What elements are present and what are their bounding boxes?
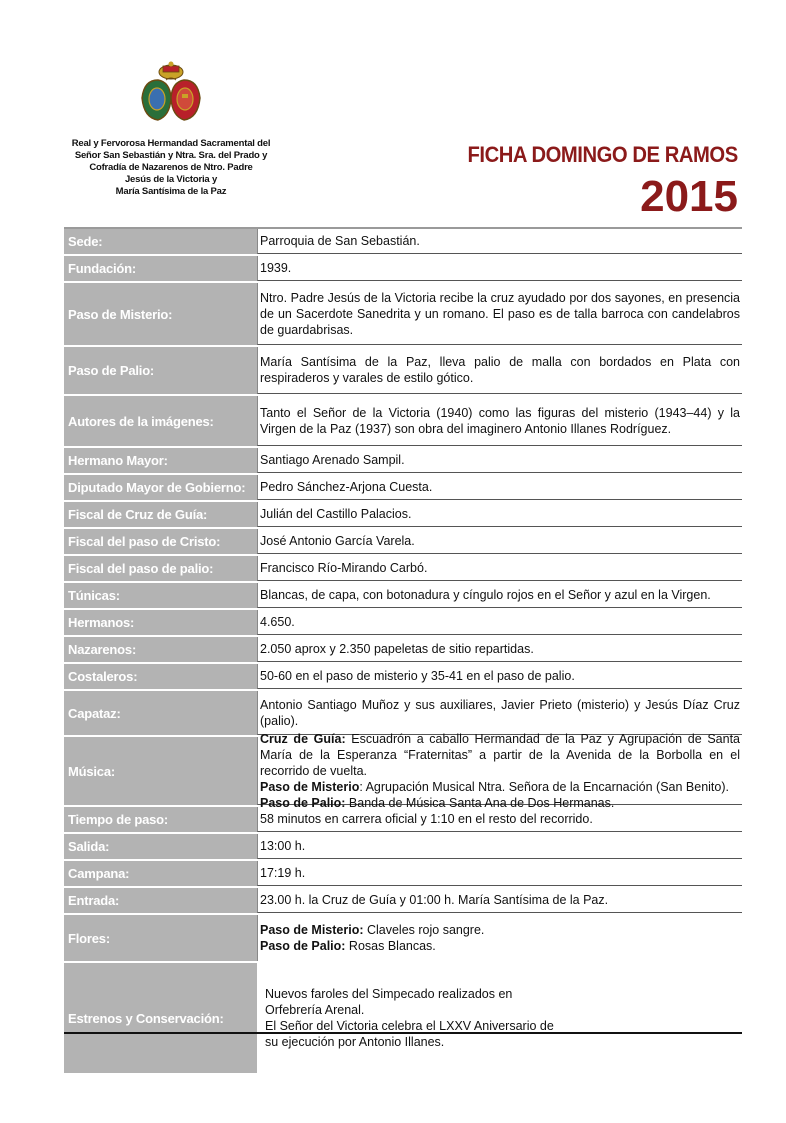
row-value bbox=[257, 963, 742, 1073]
row-value: Parroquia de San Sebastián. bbox=[257, 229, 742, 254]
brotherhood-line: Jesús de la Victoria y bbox=[124, 174, 218, 185]
row-label: Autores de la imágenes: bbox=[64, 396, 257, 446]
row-value: 1939. bbox=[257, 256, 742, 281]
row-campana bbox=[64, 861, 742, 888]
row-paso-misterio bbox=[64, 283, 742, 347]
row-flores bbox=[64, 915, 742, 963]
row-label: Costaleros: bbox=[64, 664, 257, 689]
flores-palio bbox=[260, 938, 740, 954]
row-label: Fiscal de Cruz de Guía: bbox=[64, 502, 257, 527]
row-label: Túnicas: bbox=[64, 583, 257, 608]
row-label: Diputado Mayor de Gobierno: bbox=[64, 475, 257, 500]
musica-palio-title: Paso de Palio: bbox=[260, 795, 346, 810]
row-value: 2.050 aprox y 2.350 papeletas de sitio repartidas. bbox=[257, 637, 742, 662]
row-label: Paso de Misterio: bbox=[64, 283, 257, 345]
row-estrenos bbox=[64, 963, 742, 1075]
row-value: 4.650. bbox=[257, 610, 742, 635]
row-label: Nazarenos: bbox=[64, 637, 257, 662]
row-value: Julián del Castillo Palacios. bbox=[257, 502, 742, 527]
row-fiscal-palio bbox=[64, 556, 742, 583]
row-hermano-mayor bbox=[64, 448, 742, 475]
row-label: Hermanos: bbox=[64, 610, 257, 635]
musica-cruz-title: Cruz de Guía: bbox=[260, 731, 346, 746]
row-value: 50-60 en el paso de misterio y 35-41 en el paso de palio. bbox=[257, 664, 742, 689]
row-value bbox=[257, 731, 742, 810]
row-sede bbox=[64, 229, 742, 256]
row-musica bbox=[64, 731, 742, 810]
row-label: Fiscal del paso de palio: bbox=[64, 556, 257, 581]
row-diputado bbox=[64, 475, 742, 502]
sheet-bottom-rule bbox=[64, 1032, 742, 1034]
row-value: 13:00 h. bbox=[257, 834, 742, 859]
musica-cruz-guia bbox=[260, 731, 740, 779]
estrenos-line: Nuevos faroles del Simpecado realizados en bbox=[265, 987, 513, 1001]
row-label: Sede: bbox=[64, 229, 257, 254]
document-title: FICHA DOMINGO DE RAMOS bbox=[467, 142, 738, 167]
row-value: 17:19 h. bbox=[257, 861, 742, 886]
brotherhood-line: María Santísima de la Paz bbox=[115, 186, 227, 197]
flores-palio-text: Rosas Blancas. bbox=[345, 939, 436, 953]
brotherhood-line: Señor San Sebastián y Ntra. Sra. del Prado y bbox=[74, 150, 268, 161]
row-hermanos bbox=[64, 610, 742, 637]
row-value: Santiago Arenado Sampil. bbox=[257, 448, 742, 473]
row-tiempo-paso bbox=[64, 807, 742, 834]
musica-cruz-text: Escuadrón a caballo Hermandad de la Paz y Agrupación de Santa María de la Esperanza “Fraternitas” a partir de la Avenida de la Borbolla en el recorrido de vuelta. bbox=[260, 731, 740, 778]
row-value: Francisco Río-Mirando Carbó. bbox=[257, 556, 742, 581]
row-label: Capataz: bbox=[64, 691, 257, 735]
row-label: Tiempo de paso: bbox=[64, 807, 257, 832]
row-fiscal-cristo bbox=[64, 529, 742, 556]
row-value: Blancas, de capa, con botonadura y cíngulo rojos en el Señor y azul en la Virgen. bbox=[257, 583, 742, 608]
row-label: Fundación: bbox=[64, 256, 257, 281]
info-sheet bbox=[64, 227, 742, 1075]
row-label: Flores: bbox=[64, 915, 257, 961]
row-value: 58 minutos en carrera oficial y 1:10 en el resto del recorrido. bbox=[257, 807, 742, 832]
row-label: Paso de Palio: bbox=[64, 347, 257, 394]
estrenos-line: El Señor del Victoria celebra el LXXV Aniversario de bbox=[265, 1019, 554, 1033]
row-label: Campana: bbox=[64, 861, 257, 886]
row-label: Fiscal del paso de Cristo: bbox=[64, 529, 257, 554]
musica-misterio bbox=[260, 779, 740, 795]
row-value: 23.00 h. la Cruz de Guía y 01:00 h. María Santísima de la Paz. bbox=[257, 888, 742, 913]
row-value: José Antonio García Varela. bbox=[257, 529, 742, 554]
flores-misterio bbox=[260, 922, 740, 938]
musica-misterio-text: : Agrupación Musical Ntra. Señora de la Encarnación (San Benito). bbox=[359, 779, 729, 794]
musica-palio-text: Banda de Música Santa Ana de Dos Hermanas. bbox=[345, 795, 615, 810]
estrenos-line: Orfebrería Arenal. bbox=[265, 1003, 365, 1017]
row-tunicas bbox=[64, 583, 742, 610]
flores-palio-title: Paso de Palio: bbox=[260, 939, 346, 953]
row-entrada bbox=[64, 888, 742, 915]
row-value: Pedro Sánchez-Arjona Cuesta. bbox=[257, 475, 742, 500]
brotherhood-name bbox=[70, 138, 272, 198]
brotherhood-line: Cofradía de Nazarenos de Ntro. Padre bbox=[89, 162, 253, 173]
row-autores bbox=[64, 396, 742, 448]
row-label: Hermano Mayor: bbox=[64, 448, 257, 473]
row-fundacion bbox=[64, 256, 742, 283]
brotherhood-line: Real y Fervorosa Hermandad Sacramental del bbox=[71, 138, 271, 149]
estrenos-line: su ejecución por Antonio Illanes. bbox=[265, 1035, 445, 1049]
flores-misterio-text: Claveles rojo sangre. bbox=[363, 923, 485, 937]
row-label: Estrenos y Conservación: bbox=[64, 963, 257, 1073]
row-value: María Santísima de la Paz, lleva palio de malla con bordados en Plata con respiraderos y varales de estilo gótico. bbox=[257, 347, 742, 394]
row-nazarenos bbox=[64, 637, 742, 664]
row-label: Entrada: bbox=[64, 888, 257, 913]
coat-of-arms-icon bbox=[136, 58, 206, 128]
row-value bbox=[257, 915, 742, 961]
row-fiscal-cruz bbox=[64, 502, 742, 529]
row-paso-palio bbox=[64, 347, 742, 396]
document-year: 2015 bbox=[640, 172, 738, 221]
row-label: Música: bbox=[64, 737, 257, 805]
row-costaleros bbox=[64, 664, 742, 691]
row-label: Salida: bbox=[64, 834, 257, 859]
row-value: Antonio Santiago Muñoz y sus auxiliares, Javier Prieto (misterio) y Jesús Díaz Cruz (palio). bbox=[257, 691, 742, 735]
row-value: Tanto el Señor de la Victoria (1940) como las figuras del misterio (1943–44) y la Virgen de la Paz (1937) son obra del imaginero Antonio Illanes Rodríguez. bbox=[257, 396, 742, 446]
musica-misterio-title: Paso de Misterio bbox=[260, 779, 360, 794]
row-salida bbox=[64, 834, 742, 861]
flores-misterio-title: Paso de Misterio: bbox=[260, 923, 364, 937]
row-value: Ntro. Padre Jesús de la Victoria recibe la cruz ayudado por dos sayones, en presencia de un Sacerdote Sanedrita y un romano. El paso es de talla barroca con candelabros de guardabrisas. bbox=[257, 283, 742, 345]
